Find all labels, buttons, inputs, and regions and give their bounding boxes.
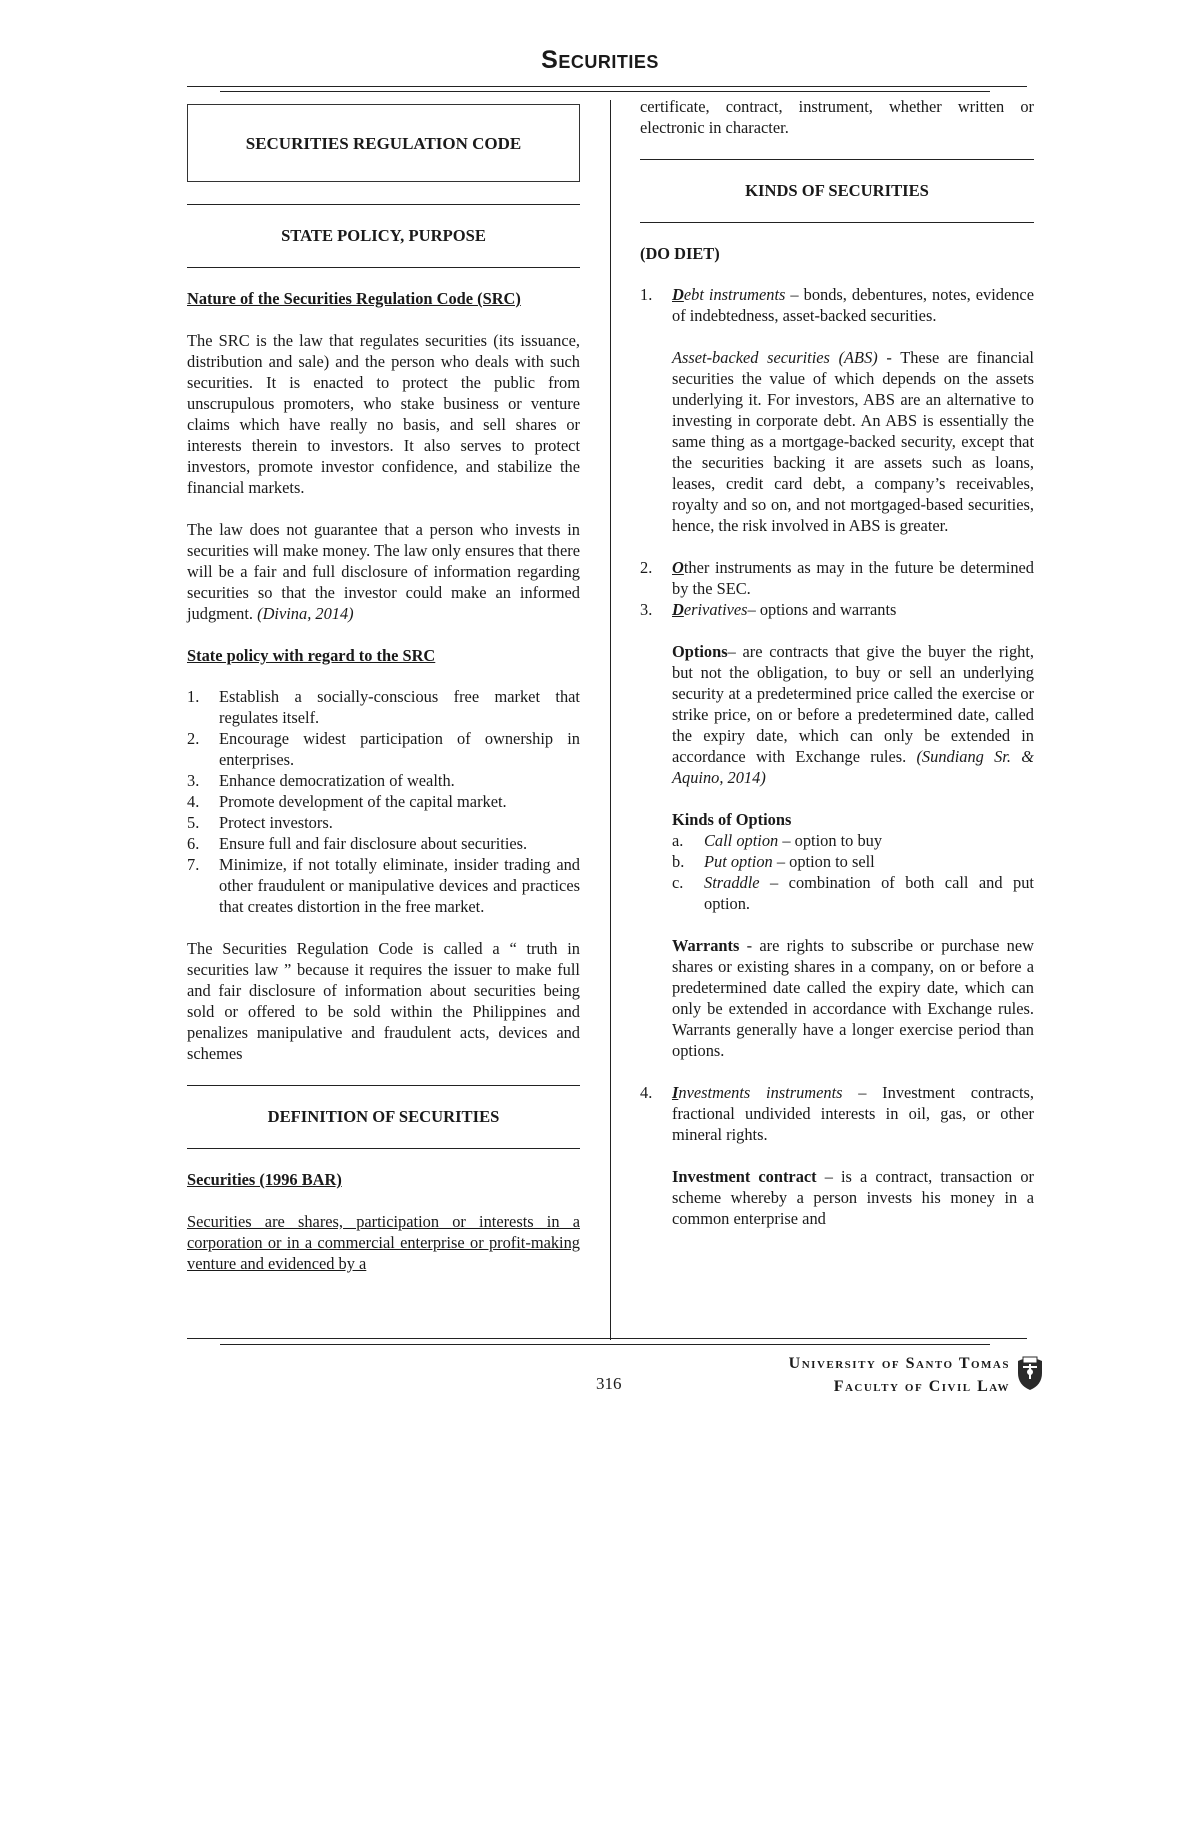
mnemonic-label: (DO DIET) xyxy=(640,244,720,263)
list-item-investments: 4. Investments instruments – Investment contracts, fractional undivided interests in oil, gas, or other mineral rights. Investment contract – is a contract, transaction or scheme whereby a person invests his money in a common enterprise and xyxy=(640,1083,1034,1228)
ust-crest-icon xyxy=(1015,1355,1045,1391)
warrants-paragraph: Warrants - are rights to subscribe or purchase new shares or existing shares in a company, on or before a predetermined date called the expiry date, which can only be extended in accordance with Exchange rules. Warrants generally have a longer exercise period than options. xyxy=(672,936,1034,1060)
page-number: 316 xyxy=(596,1374,622,1393)
list-item-other: 2. Other instruments as may in the future be determined by the SEC. xyxy=(640,558,1034,598)
list-item: 3. Enhance democratization of wealth. xyxy=(187,771,455,790)
section-heading-kinds: KINDS OF SECURITIES xyxy=(640,159,1034,223)
policy-heading: State policy with regard to the SRC xyxy=(187,646,436,665)
investment-contract-paragraph: Investment contract – is a contract, transaction or scheme whereby a person invests his money in a common enterprise and xyxy=(672,1167,1034,1228)
header-rule-top xyxy=(187,86,1027,87)
nature-paragraph-1: The SRC is the law that regulates securities (its issuance, distribution and sale) and the person who deals with such securities. It is enacted to protect the public from unscrupulous promoters, who stake business or venture claims which have really no basis, and sell shares or interests therein to investors. It also serves to protect investors, promote investor confidence, and stabilize the financial markets. xyxy=(187,331,580,497)
section-heading-state-policy: STATE POLICY, PURPOSE xyxy=(187,204,580,268)
footer-faculty: Faculty of Civil Law xyxy=(833,1378,1010,1395)
right-column xyxy=(640,96,1034,1229)
left-column xyxy=(187,96,580,1274)
list-item: 7. Minimize, if not totally eliminate, insider trading and other fraudulent or manipulative devices and practices that creates distortion in the free market. xyxy=(187,855,580,916)
list-item: 2. Encourage widest participation of ownership in enterprises. xyxy=(187,729,580,769)
running-head: Securities xyxy=(541,46,659,74)
column-divider xyxy=(610,100,611,1340)
footer-university: University of Santo Tomas xyxy=(788,1355,1010,1372)
nature-heading: Nature of the Securities Regulation Code (SRC) xyxy=(187,289,521,308)
kinds-list xyxy=(640,284,1034,1229)
footer-rule-top xyxy=(187,1338,1027,1339)
list-item: 4. Promote development of the capital market. xyxy=(187,792,507,811)
list-item-derivatives: 3. Derivatives– options and warrants Options– are contracts that give the buyer the right, but not the obligation, to buy or sell an underlying security at a predetermined price called the exercise or strike price, on or before a predetermined date, called the expiry date, which can only be extended in accordance with Exchange rules. (Sundiang Sr. & Aquino, 2014) Kinds of Options a. Call option – option to buy b. Put option – option to sell c. Straddle – combination of both call and put option. Warrants - are rights to subscribe or purchase new shares or existing shares in a company, on or before a predetermined date called the expiry date, which can only be extended in accordance with Exchange rules. Warrants generally have a longer exercise period than options. xyxy=(640,600,1034,1060)
options-list xyxy=(672,830,1034,914)
nature-paragraph-2 xyxy=(187,519,580,624)
securities-heading: Securities (1996 BAR) xyxy=(187,1170,342,1189)
options-paragraph: Options– are contracts that give the buyer the right, but not the obligation, to buy or sell an underlying security at a predetermined price called the exercise or strike price, on or before a predetermined date, called the expiry date, which can only be extended in accordance with Exchange rules. (Sundiang Sr. & Aquino, 2014) xyxy=(672,642,1034,787)
kinds-of-options-heading: Kinds of Options xyxy=(672,810,792,829)
continued-paragraph: certificate, contract, instrument, whether written or electronic in character. xyxy=(640,97,1034,137)
abs-paragraph: Asset-backed securities (ABS) - These are financial securities the value of which depends on the assets underlying it. For investors, ABS are an alternative to investing in corporate debt. An ABS is essentially the same thing as a mortgage-backed security, except that the securities backing it are assets such as loans, leases, credit card debt, a company’s receivables, royalty and so on, and not mortgaged-based securities, hence, the risk involved in ABS is greater. xyxy=(672,348,1034,535)
chapter-title-box: SECURITIES REGULATION CODE xyxy=(187,104,580,182)
list-item: 6. Ensure full and fair disclosure about securities. xyxy=(187,834,528,853)
list-item: 5. Protect investors. xyxy=(187,813,333,832)
securities-definition-paragraph: Securities are shares, participation or interests in a corporation or in a commercial enterprise or profit-making venture and evidenced by a xyxy=(187,1212,580,1273)
list-item: 1. Establish a socially-conscious free market that regulates itself. xyxy=(187,687,580,727)
list-item-debt: 1. Debt instruments – bonds, debentures, notes, evidence of indebtedness, asset-backed securities. Asset-backed securities (ABS) - These are financial securities the value of which depends on the assets underlying it. For investors, ABS are an alternative to investing in corporate debt. An ABS is essentially the same thing as a mortgage-backed security, except that the securities backing it are assets such as loans, leases, credit card debt, a company’s receivables, royalty and so on, and not mortgaged-based securities, hence, the risk involved in ABS is greater. xyxy=(640,285,1034,535)
nature-citation: (Divina, 2014) xyxy=(257,604,354,623)
list-item: c. Straddle – combination of both call and put option. xyxy=(672,873,1034,913)
policy-list xyxy=(187,686,580,917)
list-item: a. Call option – option to buy xyxy=(672,831,883,850)
footer-rule-bottom xyxy=(220,1344,990,1345)
nature-paragraph-2-text: The law does not guarantee that a person who invests in securities will make money. The law only ensures that there will be a fair and full disclosure of information regarding securities so that the investor could make an informed judgment. xyxy=(187,520,580,623)
header-rule-bottom xyxy=(220,91,990,92)
section-heading-definition: DEFINITION OF SECURITIES xyxy=(187,1085,580,1149)
list-item: b. Put option – option to sell xyxy=(672,852,875,871)
footer-affiliation xyxy=(730,1352,1010,1398)
truth-in-securities-paragraph: The Securities Regulation Code is called a “ truth in securities law ” because it requires the issuer to make full and fair disclosure of information about securities being sold or offered to be sold within the Philippines and penalizes manipulative and fraudulent acts, devices and schemes xyxy=(187,939,580,1063)
